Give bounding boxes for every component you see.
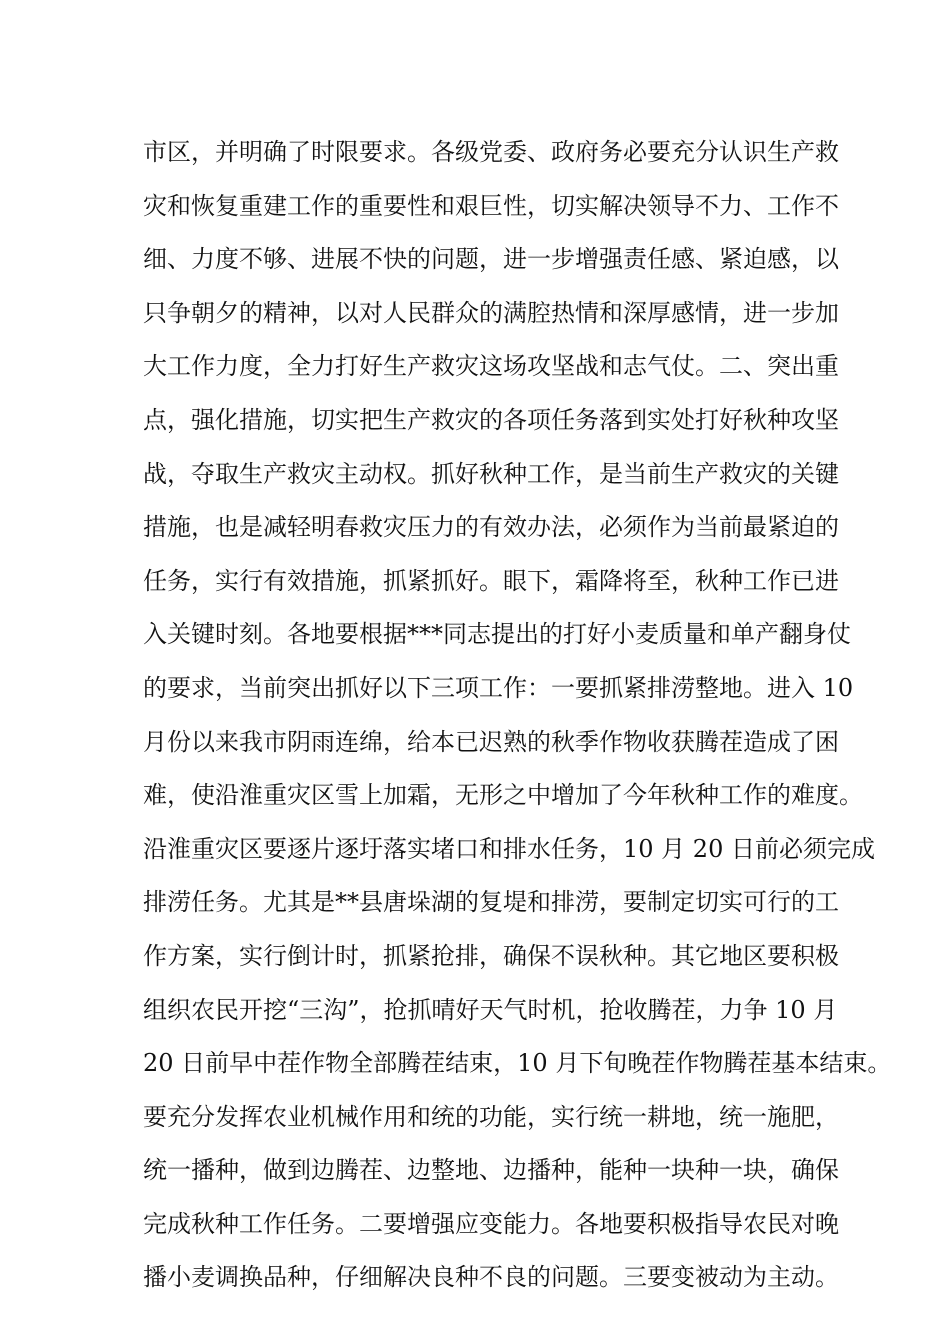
text-line-1: 市区，并明确了时限要求。各级党委、政府务必要充分认识生产救 xyxy=(143,138,839,166)
text-line-8: 措施，也是减轻明春救灾压力的有效办法，必须作为当前最紧迫的 xyxy=(143,513,839,542)
text-line-4: 只争朝夕的精神，以对人民群众的满腔热情和深厚感情，进一步加 xyxy=(143,298,839,327)
text-line-13: 难，使沿淮重灾区雪上加霜，无形之中增加了今年秋种工作的难度。 xyxy=(143,781,863,810)
text-line-21: 完成秋种工作任务。二要增强应变能力。各地要积极指导农民对晚 xyxy=(143,1209,839,1238)
text-line-15: 排涝任务。尤其是**县唐垛湖的复堤和排涝，要制定切实可行的工 xyxy=(143,888,839,917)
text-line-14: 沿淮重灾区要逐片逐圩落实堵口和排水任务，10 月 20 日前必须完成 xyxy=(143,834,875,863)
text-line-9: 任务，实行有效措施，抓紧抓好。眼下，霜降将至，秋种工作已进 xyxy=(143,566,839,595)
text-line-19: 要充分发挥农业机械作用和统的功能，实行统一耕地，统一施肥， xyxy=(143,1102,839,1131)
text-line-6: 点，强化措施，切实把生产救灾的各项任务落到实处打好秋种攻坚 xyxy=(143,405,839,434)
text-line-16: 作方案，实行倒计时，抓紧抢排，确保不误秋种。其它地区要积极 xyxy=(143,941,839,970)
text-line-11: 的要求，当前突出抓好以下三项工作：一要抓紧排涝整地。进入 10 xyxy=(143,673,854,702)
text-line-20: 统一播种，做到边腾茬、边整地、边播种，能种一块种一块，确保 xyxy=(143,1156,839,1185)
text-line-17: 组织农民开挖“三沟”，抢抓晴好天气时机，抢收腾茬，力争 10 月 xyxy=(143,995,838,1024)
text-line-3: 细、力度不够、进展不快的问题，进一步增强责任感、紧迫感，以 xyxy=(143,245,839,274)
text-line-5: 大工作力度，全力打好生产救灾这场攻坚战和志气仗。二、突出重 xyxy=(143,352,839,381)
text-line-22: 播小麦调换品种，仔细解决良种不良的问题。三要变被动为主动。 xyxy=(143,1263,839,1292)
text-line-2: 灾和恢复重建工作的重要性和艰巨性，切实解决领导不力、工作不 xyxy=(143,191,839,220)
body-text xyxy=(143,126,892,1305)
text-line-12: 月份以来我市阴雨连绵，给本已迟熟的秋季作物收获腾茬造成了困 xyxy=(143,727,839,756)
text-line-7: 战，夺取生产救灾主动权。抓好秋种工作，是当前生产救灾的关键 xyxy=(143,459,839,488)
text-line-18: 20 日前早中茬作物全部腾茬结束，10 月下旬晚茬作物腾茬基本结束。 xyxy=(143,1049,892,1078)
text-line-10: 入关键时刻。各地要根据***同志提出的打好小麦质量和单产翻身仗 xyxy=(143,620,851,649)
